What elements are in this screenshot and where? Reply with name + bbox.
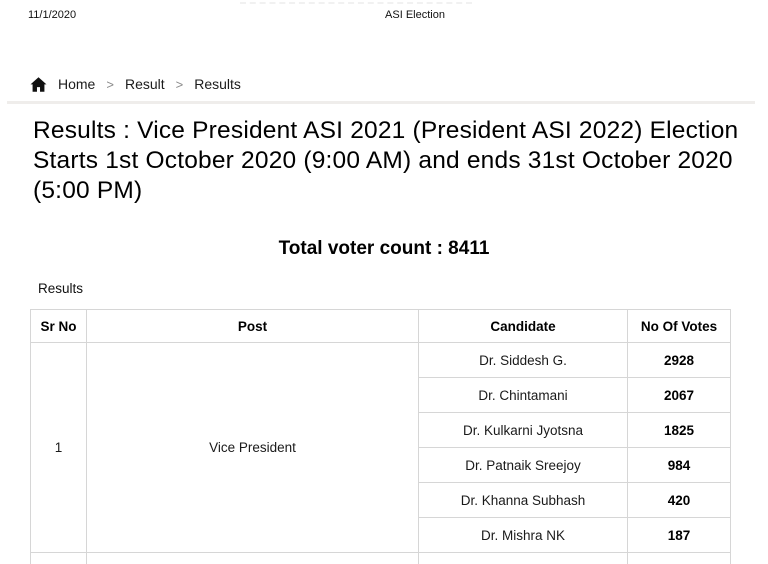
candidate-name-cell: Dr. Mishra NK xyxy=(419,518,628,553)
breadcrumb-item-home[interactable]: Home xyxy=(58,76,96,92)
page-title-line: (5:00 PM) xyxy=(33,177,143,204)
votes-cell xyxy=(628,553,731,564)
post-cell xyxy=(87,553,419,564)
column-header-sr-no: Sr No xyxy=(31,310,87,343)
print-date: 11/1/2020 xyxy=(28,9,77,21)
breadcrumb-separator: > xyxy=(175,76,184,92)
breadcrumb-separator: > xyxy=(106,76,114,92)
page-title-line: Starts 1st October 2020 (9:00 AM) and ends 31st October 2020 xyxy=(33,147,733,174)
votes-cell: 984 xyxy=(628,448,731,483)
column-header-no-of-votes: No Of Votes xyxy=(628,310,731,343)
votes-cell: 187 xyxy=(628,518,731,553)
table-header-row xyxy=(31,310,731,343)
page-title xyxy=(33,116,743,206)
table-row-partial xyxy=(31,553,731,564)
candidate-name-cell: Dr. Siddesh G. xyxy=(419,343,628,378)
votes-cell: 1825 xyxy=(628,413,731,448)
column-header-candidate: Candidate xyxy=(419,310,628,343)
votes-cell: 2067 xyxy=(628,378,731,413)
votes-cell: 2928 xyxy=(628,343,731,378)
sr-no-cell xyxy=(31,553,87,564)
post-cell: Vice President xyxy=(87,343,419,553)
results-label: Results xyxy=(38,281,84,296)
print-page-title: ASI Election xyxy=(385,9,445,21)
candidate-name-cell: Dr. Khanna Subhash xyxy=(419,483,628,518)
sr-no-cell: 1 xyxy=(31,343,87,553)
candidate-name-cell: Dr. Chintamani xyxy=(419,378,628,413)
candidate-name-cell: Dr. Patnaik Sreejoy xyxy=(419,448,628,483)
results-table xyxy=(30,309,731,564)
breadcrumb-item-results[interactable]: Results xyxy=(194,76,241,92)
breadcrumb-item-result[interactable]: Result xyxy=(124,76,165,92)
page-title-line: Results : Vice President ASI 2021 (President ASI 2022) Election xyxy=(33,117,739,144)
print-artifact-line xyxy=(240,2,472,4)
total-voter-count: Total voter count : 8411 xyxy=(278,238,490,259)
table-row xyxy=(31,343,731,378)
breadcrumb-divider xyxy=(7,101,755,104)
votes-cell: 420 xyxy=(628,483,731,518)
candidate-name-cell xyxy=(419,553,628,564)
column-header-post: Post xyxy=(87,310,419,343)
breadcrumb xyxy=(30,73,241,95)
home-icon[interactable] xyxy=(30,77,47,92)
candidate-name-cell: Dr. Kulkarni Jyotsna xyxy=(419,413,628,448)
